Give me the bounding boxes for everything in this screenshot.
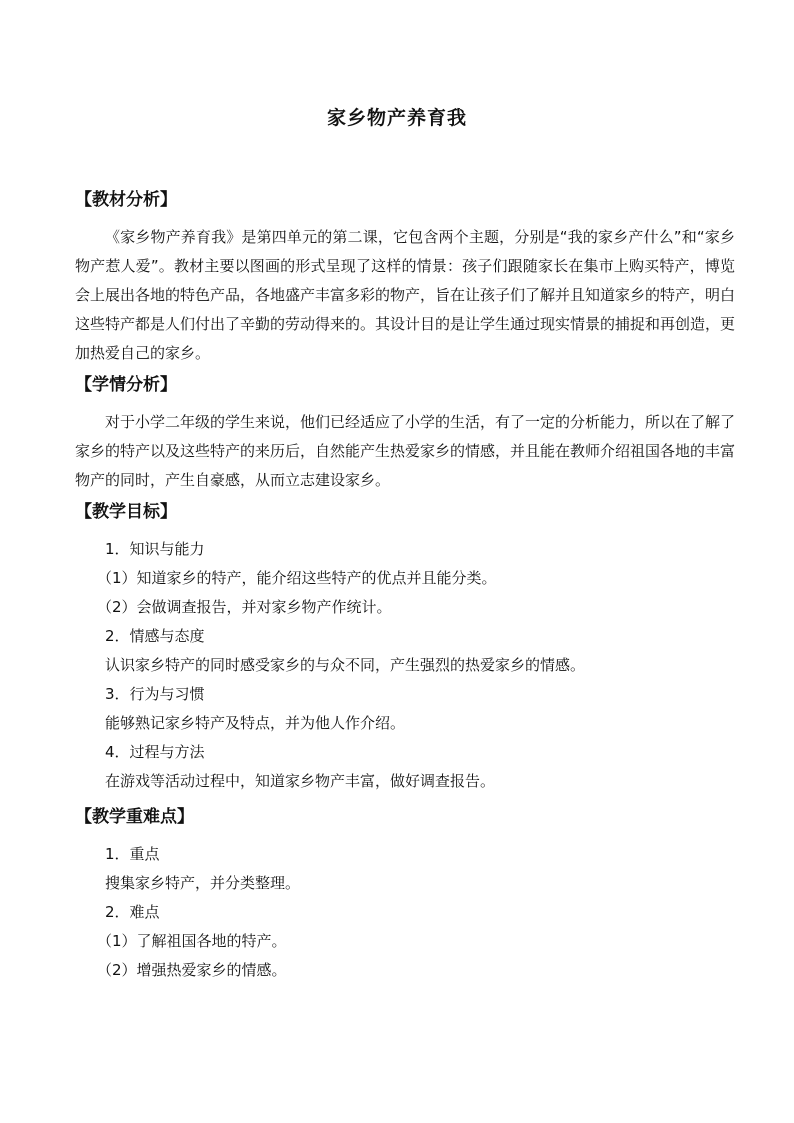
heading-textbook-analysis: 【教材分析】 — [75, 190, 177, 210]
heading-teaching-goals: 【教学目标】 — [75, 502, 177, 522]
goal-1-title: 1．知识与能力 — [105, 540, 205, 558]
goal-4-title: 4．过程与方法 — [105, 743, 205, 761]
goal-1-item-a: （1）知道家乡的特产，能介绍这些特产的优点并且能分类。 — [97, 569, 497, 587]
document-body — [75, 185, 735, 985]
goal-2-title: 2．情感与态度 — [105, 627, 205, 645]
paragraph-student-analysis: 对于小学二年级的学生来说，他们已经适应了小学的生活，有了一定的分析能力，所以在了解了家乡的特产以及这些特产的来历后，自然能产生热爱家乡的情感，并且能在教师介绍祖国各地的丰富物产的同时，产生自豪感，从而立志建设家乡。 — [75, 413, 736, 489]
goal-2-text: 认识家乡特产的同时感受家乡的与众不同，产生强烈的热爱家乡的情感。 — [105, 656, 586, 674]
keypoint-2-item-b: （2）增强热爱家乡的情感。 — [97, 961, 287, 979]
keypoint-2-title: 2．难点 — [105, 903, 160, 921]
keypoint-1-title: 1．重点 — [105, 845, 160, 863]
heading-student-analysis: 【学情分析】 — [75, 375, 177, 395]
goal-3-text: 能够熟记家乡特产及特点，并为他人作介绍。 — [105, 714, 406, 732]
keypoint-2-item-a: （1）了解祖国各地的特产。 — [97, 932, 287, 950]
paragraph-textbook-analysis: 《家乡物产养育我》是第四单元的第二课，它包含两个主题，分别是“我的家乡产什么”和“家乡物产惹人爱”。教材主要以图画的形式呈现了这样的情景：孩子们跟随家长在集市上购买特产，博览会上展出各地的特色产品，各地盛产丰富多彩的物产，旨在让孩子们了解并且知道家乡的特产，明白这些特产都是人们付出了辛勤的劳动得来的。其设计目的是让学生通过现实情景的捕捉和再创造，更加热爱自己的家乡。 — [75, 228, 736, 362]
heading-key-points: 【教学重难点】 — [75, 807, 194, 827]
keypoint-1-text: 搜集家乡特产，并分类整理。 — [105, 874, 301, 892]
goal-1-item-b: （2）会做调查报告，并对家乡物产作统计。 — [97, 598, 392, 616]
goal-3-title: 3．行为与习惯 — [105, 685, 205, 703]
goal-4-text: 在游戏等活动过程中，知道家乡物产丰富，做好调查报告。 — [105, 772, 496, 790]
document-title: 家乡物产养育我 — [326, 107, 467, 129]
